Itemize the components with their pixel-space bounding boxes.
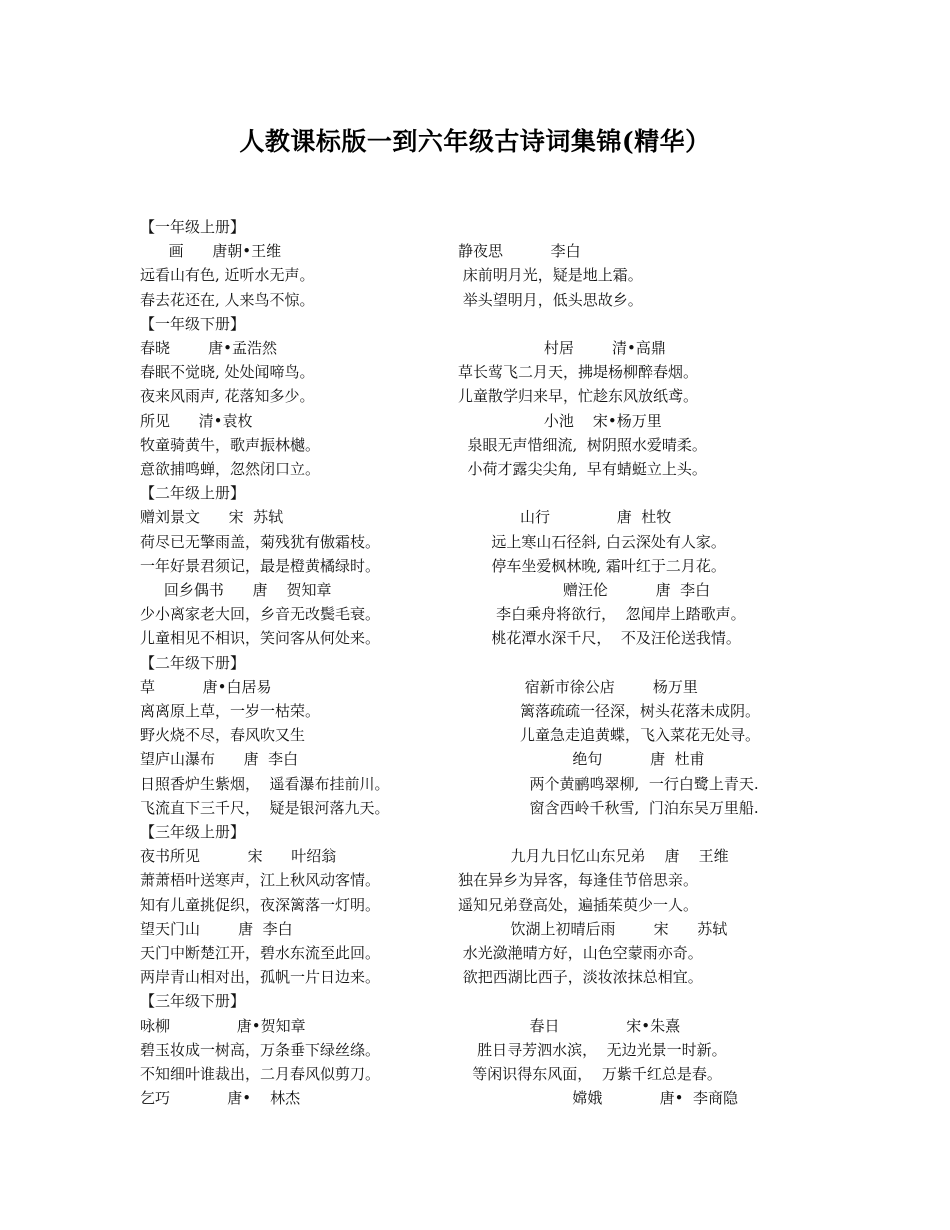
poem-line-left: 春眠不觉晓, 处处闻啼鸟。 xyxy=(140,363,315,382)
poem-line-right: 水光潋滟晴方好，山色空蒙雨亦奇。 xyxy=(458,944,703,962)
grade-heading: 【一年级上册】 xyxy=(140,218,246,236)
poem-line-right: 赠汪伦 唐 李白 xyxy=(458,581,711,599)
poem-line-left: 不知细叶谁裁出，二月春风似剪刀。 xyxy=(140,1065,381,1083)
grade-heading: 【三年级下册】 xyxy=(140,992,246,1011)
poem-line-left: 乞巧 唐• 林杰 xyxy=(140,1089,301,1108)
poem-line-left: 荷尽已无擎雨盖，菊残犹有傲霜枝。 xyxy=(140,532,381,551)
poem-line-left: 一年好景君须记，最是橙黄橘绿时。 xyxy=(140,556,381,575)
poem-line-left: 望庐山瀑布 唐 李白 xyxy=(140,750,299,769)
poem-line-left: 知有儿童挑促织，夜深篱落一灯明。 xyxy=(140,895,381,914)
poem-line-left: 牧童骑黄牛，歌声振林樾。 xyxy=(140,435,321,454)
poem-line-left: 离离原上草，一岁一枯荣。 xyxy=(140,702,321,720)
poem-line-right: 停车坐爱枫林晚, 霜叶红于二月花。 xyxy=(458,556,726,575)
poem-line-right: 床前明月光，疑是地上霜。 xyxy=(458,266,643,285)
poem-line-right: 桃花潭水深千尺， 不及汪伦送我情。 xyxy=(458,629,741,648)
poem-line-right: 草长莺飞二月天，拂堤杨柳醉春烟。 xyxy=(458,363,699,382)
poem-line-right: 春日 宋•朱熹 xyxy=(458,1016,681,1035)
poem-line-right: 举头望明月，低头思故乡。 xyxy=(458,290,643,309)
poem-line-right: 小池 宋•杨万里 xyxy=(458,411,662,430)
poem-line-left: 远看山有色, 近听水无声。 xyxy=(140,266,315,285)
poem-line-right: 远上寒山石径斜, 白云深处有人家。 xyxy=(458,532,726,551)
poem-line-right: 泉眼无声惜细流, 树阴照水爱晴柔。 xyxy=(458,435,707,454)
grade-heading: 【三年级上册】 xyxy=(140,823,246,841)
poem-line-right: 篱落疏疏一径深，树头花落未成阴。 xyxy=(458,702,760,720)
poem-line-right: 宿新市徐公店 杨万里 xyxy=(458,677,698,696)
poem-line-right: 胜日寻芳泗水滨， 无边光景一时新。 xyxy=(458,1040,727,1059)
poem-line-right: 遥知兄弟登高处，遍插茱萸少一人。 xyxy=(458,895,699,914)
poem-line-left: 少小离家老大回，乡音无改鬓毛衰。 xyxy=(140,605,381,624)
poem-line-right: 九月九日忆山东兄弟 唐 王维 xyxy=(458,847,729,866)
poem-line-right: 李白乘舟将欲行， 忽闻岸上踏歌声。 xyxy=(458,605,746,624)
grade-heading: 【二年级下册】 xyxy=(140,653,246,672)
poem-line-left: 意欲捕鸣蝉，忽然闭口立。 xyxy=(140,460,321,478)
poem-line-right: 儿童急走追黄蝶，飞入菜花无处寻。 xyxy=(458,726,760,745)
poem-line-left: 日照香炉生紫烟， 遥看瀑布挂前川。 xyxy=(140,774,390,793)
poem-line-right: 儿童散学归来早，忙趁东风放纸鸢。 xyxy=(458,387,699,406)
poem-line-right: 绝句 唐 杜甫 xyxy=(458,750,705,769)
poem-line-left: 天门中断楚江开，碧水东流至此回。 xyxy=(140,944,381,962)
grade-heading: 【二年级上册】 xyxy=(140,484,246,503)
poem-line-right: 饮湖上初晴后雨 宋 苏轼 xyxy=(458,919,728,938)
poem-line-left: 夜来风雨声, 花落知多少。 xyxy=(140,387,315,406)
poem-line-left: 春去花还在, 人来鸟不惊。 xyxy=(140,290,315,309)
poem-line-right: 山行 唐 杜牧 xyxy=(458,508,672,527)
poem-line-left: 春晓 唐•孟浩然 xyxy=(140,339,277,357)
poem-line-right: 等闲识得东风面， 万紫千红总是春。 xyxy=(458,1065,722,1083)
poem-line-right: 窗含西岭千秋雪, 门泊东吴万里船. xyxy=(458,798,759,817)
poem-line-right: 欲把西湖比西子，淡妆浓抹总相宜。 xyxy=(458,968,703,987)
poem-line-left: 野火烧不尽，春风吹又生 xyxy=(140,726,306,745)
poem-line-right: 独在异乡为异客，每逢佳节倍思亲。 xyxy=(458,871,699,890)
poem-line-left: 碧玉妆成一树高，万条垂下绿丝绦。 xyxy=(140,1040,381,1059)
poem-line-left: 两岸青山相对出，孤帆一片日边来。 xyxy=(140,968,381,987)
poem-line-left: 所见 清•袁枚 xyxy=(140,411,253,430)
poem-line-left: 望天门山 唐 李白 xyxy=(140,919,293,938)
poem-line-left: 咏柳 唐•贺知章 xyxy=(140,1016,306,1035)
poem-line-right: 静夜思 李白 xyxy=(458,242,581,261)
poem-line-left: 画 唐朝•王维 xyxy=(140,242,282,261)
poem-line-right: 村居 清•高鼎 xyxy=(458,339,666,357)
page-title: 人教课标版一到六年级古诗词集锦(精华） xyxy=(239,127,711,156)
poem-line-left: 儿童相见不相识，笑问客从何处来。 xyxy=(140,629,381,648)
poem-line-left: 草 唐•白居易 xyxy=(140,677,272,696)
poem-line-left: 飞流直下三千尺， 疑是银河落九天。 xyxy=(140,798,390,817)
poem-line-right: 小荷才露尖尖角, 早有蜻蜓立上头。 xyxy=(458,460,707,478)
poem-line-left: 萧萧梧叶送寒声，江上秋风动客情。 xyxy=(140,871,381,890)
poem-line-left: 回乡偶书 唐 贺知章 xyxy=(140,581,332,599)
poem-line-right: 嫦娥 唐• 李商隐 xyxy=(458,1089,739,1108)
poem-line-left: 夜书所见 宋 叶绍翁 xyxy=(140,847,337,866)
poem-line-left: 赠刘景文 宋 苏轼 xyxy=(140,508,284,527)
grade-heading: 【一年级下册】 xyxy=(140,314,246,333)
poem-line-right: 两个黄鹂鸣翠柳, 一行白鹭上青天. xyxy=(458,774,759,793)
